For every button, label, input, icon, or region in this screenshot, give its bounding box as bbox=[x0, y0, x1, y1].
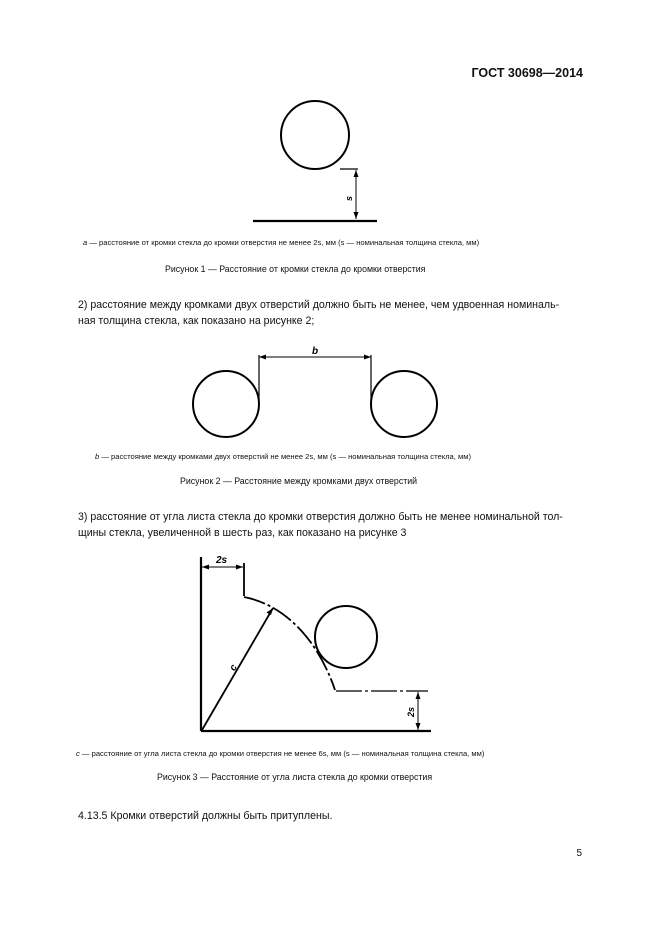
hole-circle-left bbox=[193, 371, 259, 437]
hole-circle-right bbox=[371, 371, 437, 437]
paragraph-3-line-1: 3) расстояние от угла листа стекла до кромки отверстия должно быть не менее номинальной тол- bbox=[78, 511, 563, 523]
figure-3-caption: Рисунок 3 — Расстояние от угла листа стекла до кромки отверстия bbox=[157, 772, 433, 782]
arrow-head bbox=[416, 692, 421, 699]
hole-circle bbox=[315, 606, 377, 668]
arrow-head bbox=[259, 355, 266, 360]
legend-text: — расстояние между кромками двух отверстий не менее 2s, мм (s — номинальная толщина стекла, мм) bbox=[99, 452, 471, 461]
figure-3 bbox=[201, 555, 431, 731]
arrow-head bbox=[236, 565, 243, 570]
arrow-head bbox=[364, 355, 371, 360]
figure-1-legend bbox=[83, 238, 479, 247]
document-code: ГОСТ 30698—2014 bbox=[471, 66, 583, 80]
hole-circle bbox=[281, 101, 349, 169]
clause-4-13-5: 4.13.5 Кромки отверстий должны быть притуплены. bbox=[78, 810, 333, 822]
paragraph-2-line-1: 2) расстояние между кромками двух отверстий должно быть не менее, чем удвоенная номиналь- bbox=[78, 299, 560, 311]
page-number: 5 bbox=[576, 848, 582, 859]
arrow-head bbox=[416, 723, 421, 730]
dimension-label: s bbox=[344, 195, 354, 201]
paragraph-2-line-2: ная толщина стекла, как показано на рисунке 2; bbox=[78, 315, 315, 327]
figure-3-legend bbox=[76, 749, 484, 758]
legend-symbol: a bbox=[83, 238, 88, 247]
paragraph-3-line-2: щины стекла, увеличенной в шесть раз, как показано на рисунке 3 bbox=[78, 527, 407, 539]
legend-symbol: b bbox=[95, 452, 100, 461]
figure-1 bbox=[253, 101, 377, 221]
arrow-head bbox=[202, 565, 209, 570]
arrow-head bbox=[354, 170, 359, 177]
figure-2 bbox=[193, 346, 437, 437]
dimension-label-top: 2s bbox=[216, 555, 228, 566]
dimension-label: b bbox=[312, 346, 319, 357]
legend-text: — расстояние от кромки стекла до кромки отверстия не менее 2s, мм (s — номинальная толщина стекла, мм) bbox=[87, 238, 480, 247]
arrow-head bbox=[267, 608, 274, 615]
legend-symbol: c bbox=[76, 749, 80, 758]
arrow-head bbox=[354, 212, 359, 219]
figure-2-legend bbox=[95, 452, 471, 461]
legend-text: — расстояние от угла листа стекла до кромки отверстия не менее 6s, мм (s — номинальная толщина стекла, мм) bbox=[79, 749, 485, 758]
dimension-label-right: 2s bbox=[406, 706, 416, 717]
radius-arc bbox=[244, 597, 335, 690]
figure-1-caption: Рисунок 1 — Расстояние от кромки стекла до кромки отверстия bbox=[165, 264, 426, 274]
radius-label: c bbox=[227, 662, 240, 673]
figure-2-caption: Рисунок 2 — Расстояние между кромками двух отверстий bbox=[180, 476, 418, 486]
